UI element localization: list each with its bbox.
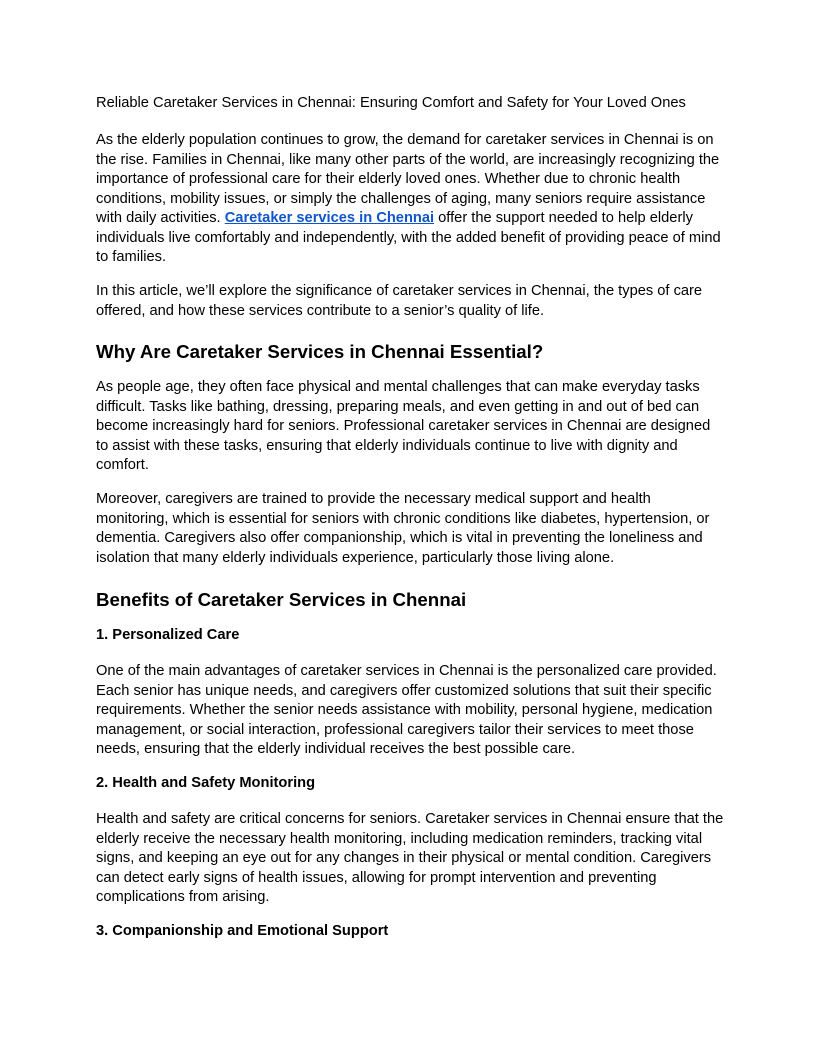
essential-paragraph-1: As people age, they often face physical and mental challenges that can make everyday tasks difficult. Tasks like bathing, dressing, preparing meals, and even getting in and out of bed can become increasingly hard for seniors. Professional caretaker services in Chennai are designed to assist with these tasks, ensuring that elderly individuals continue to live with dignity and comfort. (96, 379, 711, 473)
section-heading-essential: Why Are Caretaker Services in Chennai Essential? (96, 341, 544, 362)
document-title: Reliable Caretaker Services in Chennai: Ensuring Comfort and Safety for Your Loved Ones (96, 95, 686, 111)
intro-paragraph-2: In this article, we’ll explore the significance of caretaker services in Chennai, the types of care offered, and how these services contribute to a senior’s quality of life. (96, 283, 703, 319)
intro-text-before-link: As the elderly population continues to grow, the demand for caretaker services in Chennai is on the rise. Families in Chennai, like many other parts of the world, are increasingly recognizing the importance of professional care for their elderly loved ones. Whether due to chronic health conditions, mobility issues, or simply the challenges of aging, many seniors require assistance with daily activities. (96, 132, 720, 226)
essential-paragraph-2: Moreover, caregivers are trained to provide the necessary medical support and health monitoring, which is essential for seniors with chronic conditions like diabetes, hypertension, or dementia. Caregivers also offer companionship, which is vital in preventing the loneliness and isolation that many elderly individuals experience, particularly those living alone. (96, 491, 710, 566)
caretaker-services-link[interactable]: Caretaker services in Chennai (224, 210, 435, 226)
intro-text-after-link: offer the support needed to help elderly individuals live comfortably and independently, with the added benefit of providing peace of mind to families. (96, 210, 721, 265)
intro-paragraph (96, 131, 724, 268)
subheading-personalized-care: 1. Personalized Care (96, 627, 240, 643)
health-safety-paragraph: Health and safety are critical concerns for seniors. Caretaker services in Chennai ensure that the elderly receive the necessary health monitoring, including medication reminders, tracking vital signs, and keeping an eye out for any changes in their physical or mental condition. Caregivers can detect early signs of health issues, allowing for prompt intervention and preventing complications from arising. (96, 811, 724, 905)
subheading-companionship: 3. Companionship and Emotional Support (96, 923, 389, 939)
subheading-health-safety: 2. Health and Safety Monitoring (96, 775, 316, 791)
personalized-care-paragraph: One of the main advantages of caretaker services in Chennai is the personalized care provided. Each senior has unique needs, and caregivers offer customized solutions that suit their specific requirements. Whether the senior needs assistance with mobility, personal hygiene, medication management, or social interaction, professional caregivers tailor their services to meet those needs, ensuring that the elderly individual receives the best possible care. (96, 663, 717, 757)
section-heading-benefits: Benefits of Caretaker Services in Chennai (96, 589, 467, 610)
